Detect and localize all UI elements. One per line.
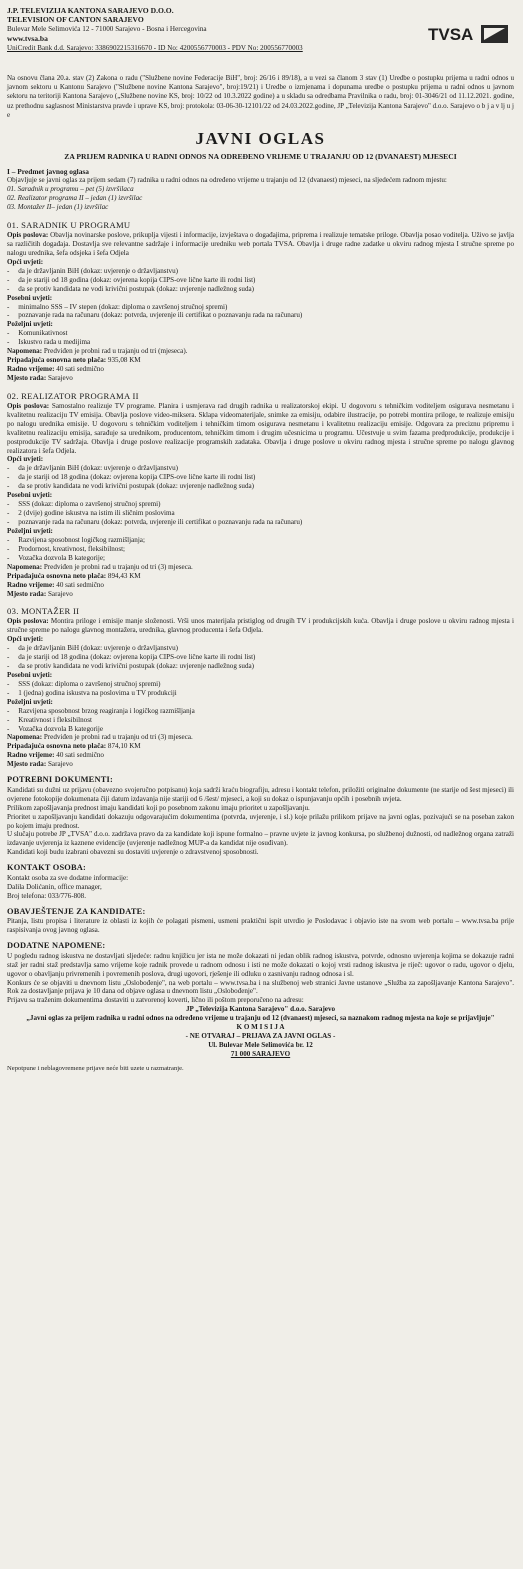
position-list-item: 03. Montažer II– jedan (1) izvršilac [7, 203, 109, 212]
notes-paragraph: Konkurs će se objaviti u dnevnom listu „Oslobođenje", na web portalu – www.tvsa.ba i na službenoj web stranici Javne ustanove „Služba za zapošljavanje Kantona Sarajevo". Rok za dostavljanje prijava je 10 dana od objave oglasa u dnevnom listu „Oslobođenje". [7, 978, 514, 996]
company-name-en: TELEVISION OF CANTON SARAJEVO [7, 15, 144, 25]
requirement-item: - da se protiv kandidata ne vodi krivični postupak (dokaz: uvjerenje nadležnog suda) [7, 662, 514, 671]
salary: Pripadajuća osnovna neto plača: 874,10 KM [7, 742, 141, 751]
notice-heading: OBAVJEŠTENJE ZA KANDIDATE: [7, 906, 146, 916]
requirement-item: - SSS (dokaz: diploma o završenoj stručnoj spremi) [7, 500, 514, 509]
do-not-open: - NE OTVARAJ – PRIJAVA ZA JAVNI OGLAS - [185, 1032, 336, 1041]
salary: Pripadajuća osnovna neto plača: 935,08 KM [7, 356, 141, 365]
position-section [7, 391, 514, 598]
documents-paragraph: Prilikom zapošljavanja prednost imaju kandidati koji po posebnom zakonu imaju prioritet u zapošljavanju. [7, 803, 310, 812]
subject-section [7, 167, 514, 212]
bank-details: UniCredit Bank d.d. Sarajevo: 3386902215316670 - ID No: 4200556770003 - PDV No: 200556770003 [7, 44, 303, 53]
requirement-item: - da je stariji od 18 godina (dokaz: ovjerena kopija CIPS-ove lične karte ili rodni list) [7, 653, 514, 662]
requirement-item: - 2 (dvije) godine iskustva na istim ili sličnim poslovima [7, 509, 514, 518]
requirement-item: - da se protiv kandidata ne vodi krivični postupak (dokaz: uvjerenje nadležnog suda) [7, 482, 514, 491]
working-hours: Radno vrijeme: 40 sati sedmično [7, 751, 104, 760]
work-location: Mjesto rada: Sarajevo [7, 374, 73, 383]
requirement-item: - Razvijena sposobnost logičkog razmišljanja; [7, 536, 514, 545]
requirement-item: - da je državljanin BiH (dokaz: uvjerenje o državljanstvu) [7, 267, 514, 276]
tvsa-logo [426, 22, 510, 46]
position-heading: 01. SARADNIK U PROGRAMU [7, 220, 131, 231]
contact-line: Dalila Dolićanin, office manager, [7, 882, 102, 891]
ad-title: JAVNI OGLAS [195, 129, 326, 149]
notes-paragraph: U pogledu radnog iskustva ne dostavljati sljedeće: radnu knjižicu jer ista ne može dokazati ni jedan oblik radnog iskustva, potvrde, odnosno uvjerenja kojima se dokazuje radni staž jer radni staž predstavlja samo vrijeme koje radnik provede u radnom odnosu i isti ne može dokazati o kojoj vrsti radnog iskustva je riječ: ugovor o radu, ugovor o djelu, ugovor o obavljanju privremenih i povremenih poslova, drugi ugovori, rješenje ili odluku o zasnivanju radnog odnosa i sl. [7, 951, 514, 978]
requirement-item: - Razvijena sposobnost brzog reagiranja i logičkog razmišljanja [7, 707, 514, 716]
general-requirements-label: Opći uvjeti: [7, 635, 44, 644]
working-hours: Radno vrijeme: 40 sati sedmično [7, 365, 104, 374]
requirement-item: - SSS (dokaz: diploma o završenoj stručnoj spremi) [7, 680, 514, 689]
probation-note: Napomena: Predviđen je probni rad u trajanju od tri (3) mjeseca. [7, 733, 193, 742]
requirement-item: - minimalno SSS – IV stepen (dokaz: diploma o završenoj stručnoj spremi) [7, 303, 514, 312]
job-description: Opis poslova: Samostalno realizuje TV programe. Planira i usmjerava rad drugih radnika u realizatorskoj ekipi. U dogovoru s tehničkim voditeljem osigurava nesmetanu i kvalitetnu realizaciju TV emisija. Obavlja poslove video-miksera. Sklapa videomaterijale, snimke za emisiju, odabire ilustracije, po potrebi montira priloge, te realizuje emisiju po nalogu urednika emisije. U dogovoru s tehničkim voditeljem i tehničkim timom osigurava nesmetanu i kvalitetnu realizaciju emisije. Odgovara za preciznu pripremu i kvalitetnu realizaciju emisija, sarađuje sa urednikom, producentom, tehničkim timom i drugim učesnicima u programu. Učestvuje u svim fazama predprodukcije, produkcije i postprodukcije TV sadržaja. Obavlja i druge poslove realizacije programskih zadataka. Obavlja i druge poslove u okviru radnog mjesta i stručne spreme po nalogu glavnog realizatora i šefa Odjela. [7, 401, 514, 455]
requirement-item: - da je državljanin BiH (dokaz: uvjerenje o državljanstvu) [7, 464, 514, 473]
requirement-item: - 1 (jedna) godina iskustva na poslovima u TV produkciji [7, 689, 514, 698]
envelope-label: „Javni oglas za prijem radnika u radni odnos na određeno vrijeme u trajanju od 12 (dvanaest) mjeseci, sa naznakom radnog mjesta na koje se prijavljuje" [26, 1014, 495, 1023]
contact-phone: Broj telefona: 033/776-808. [7, 891, 87, 900]
requirement-item: - da je stariji od 18 godina (dokaz: ovjerena kopija CIPS-ove lične karte ili rodni list) [7, 276, 514, 285]
incomplete-applications-note: Nepotpune i neblagovremene prijave neće biti uzete u razmatranje. [7, 1064, 184, 1072]
documents-paragraph: Kandidati su dužni uz prijavu (obavezno svojeručno potpisanu) koja sadrži kraću biografiju, adresu i kontakt telefon, priložiti originalne dokumente (ne starije od šest mjeseci) ili ovjerene fotokopije dokumenata čiji datum izdavanja nije stariji od 6 /šest/ mjeseci, a koji su dokaz o ispunjavanju općih i posebnih uvjeta. [7, 785, 514, 803]
notes-paragraph: Prijavu sa traženim dokumentima dostaviti u zatvorenoj koverti, lično ili poštom preporučeno na adresu: [7, 996, 304, 1005]
address-street: Ul. Bulevar Mele Selimovića br. 12 [208, 1041, 313, 1050]
working-hours: Radno vrijeme: 40 sati sedmično [7, 580, 104, 589]
position-list-item: 02. Realizator programa II – jedan (1) izvršilac [7, 194, 143, 203]
notice-text: Pitanja, listu propisa i literature iz oblasti iz kojih će polagati pismeni, usmeni praktični ispit utvrdio je Poslodavac i objavio iste na svom web portalu – www.tvsa.ba prije raspisivanja ovog javnog oglasa. [7, 917, 514, 935]
committee: K O M I S I J A [236, 1023, 285, 1032]
subject-text: Objavljuje se javni oglas za prijem sedam (7) radnika u radni odnos na određeno vrijeme u trajanju od 12 (dvanaest) mjeseci, na sljedećem radnom mjestu: [7, 176, 447, 185]
work-location: Mjesto rada: Sarajevo [7, 760, 73, 769]
subject-heading: I – Predmet javnog oglasa [7, 167, 89, 177]
requirement-item: - Komunikativnost [7, 329, 514, 338]
requirement-item: - Kreativnost i fleksibilnost [7, 716, 514, 725]
requirement-item: - Prodornost, kreativnost, fleksibilnost; [7, 545, 514, 554]
notice-section [7, 907, 514, 935]
contact-heading: KONTAKT OSOBA: [7, 863, 87, 873]
documents-section [7, 775, 514, 857]
address-company: JP „Televizija Kantona Sarajevo" d.o.o. Sarajevo [185, 1005, 336, 1014]
position-heading: 02. REALIZATOR PROGRAMA II [7, 390, 139, 401]
ad-subtitle: ZA PRIJEM RADNIKA U RADNI ODNOS NA ODREĐENO VRIJEME U TRAJANJU OD 12 (DVANAEST) MJESECI [64, 151, 457, 161]
probation-note: Napomena: Predviđen je probni rad u trajanju od tri (mjeseca). [7, 347, 188, 356]
special-requirements-label: Posebni uvjeti: [7, 293, 53, 302]
position-section [7, 606, 514, 769]
documents-paragraph: Kandidati koji budu izabrani obavezni su dostaviti uvjerenje o zdravstvenoj sposobnosti. [7, 848, 259, 857]
address-city: 71 000 SARAJEVO [230, 1050, 291, 1059]
probation-note: Napomena: Predviđen je probni rad u trajanju od tri (3) mjeseca. [7, 562, 193, 571]
legal-basis-paragraph: Na osnovu člana 20.a. stav (2) Zakona o radu ("Službene novine Federacije BiH", broj: 26/16 i 89/18), a u vezi sa članom 3 stav (1) Uredbe o postupku prijema u radni odnos u javnom sektoru u Kantonu Sarajevo ("Službene novine Kantona Sarajevo", broj:19/21) i Uredbe o izmjenama i dopunama uredbe o postupku prijema u radni odnos u javnom sektoru na teritoriji Kantona Sarajevo („Službene novine KS, broj: 10/22 od 10.3.2022 godine) a u skladu sa odredbama Pravilnika o radu, broj: 01-3046/21 od 11.12.2021. godine, uz prethodnu saglasnost Ministarstva pravde i uprave KS, broj: protokola: 03-06-30-12101/22 od 24.03.2022.godine, JP „Televizija Kantona Sarajevo" d.o.o. Sarajevo o b j a v lj u j e [7, 74, 514, 119]
requirement-item: - Vozačka dozvola B kategorije; [7, 554, 514, 563]
desirable-requirements-label: Poželjni uvjeti: [7, 526, 53, 535]
requirement-item: - poznavanje rada na računaru (dokaz: potvrda, uvjerenje ili certifikat o poznavanju rada na računaru) [7, 518, 514, 527]
desirable-requirements-label: Poželjni uvjeti: [7, 320, 53, 329]
position-heading: 03. MONTAŽER II [7, 606, 80, 617]
position-list-item: 01. Saradnik u programu – pet (5) izvršilaca [7, 185, 134, 194]
contact-section [7, 863, 514, 900]
requirement-item: - Iskustvo rada u medijima [7, 338, 514, 347]
mailing-address-block [7, 1005, 514, 1059]
special-requirements-label: Posebni uvjeti: [7, 670, 53, 679]
special-requirements-label: Posebni uvjeti: [7, 491, 53, 500]
documents-paragraph: U slučaju potrebe JP „TVSA" d.o.o. zadržava pravo da za kandidate koji ispune formalno – pravne uvjete iz javnog konkursa, po službenoj dužnosti, od nadležnog organa zatraži izdavanje uvjerenja iz kaznene evidencije (uvjerenje nadležnog MUP-a da kandidat nije osuđivan). [7, 830, 514, 848]
job-description: Opis poslova: Montira priloge i emisije manje složenosti. Vrši unos materijala pristiglog od drugih TV i produkcijskih kuća. Obavlja i druge poslove u okviru radnog mjesta i stručne spreme po nalogu glavnog montažera, urednika, glavnog producenta i šefa Odjela. [7, 617, 515, 635]
logo-text: TVSA [428, 25, 474, 44]
contact-line: Kontakt osoba za sve dodatne informacije: [7, 873, 129, 882]
additional-notes-section [7, 941, 514, 1005]
requirement-item: - da je državljanin BiH (dokaz: uvjerenje o državljanstvu) [7, 644, 514, 653]
general-requirements-label: Opći uvjeti: [7, 455, 44, 464]
position-section [7, 220, 514, 383]
requirement-item: - da se protiv kandidata ne vodi krivični postupak (dokaz: uvjerenje nadležnog suda) [7, 285, 514, 294]
general-requirements-label: Opći uvjeti: [7, 257, 44, 266]
requirement-item: - da je stariji od 18 godina (dokaz: ovjerena kopija CIPS-ove lične karte ili rodni list) [7, 473, 514, 482]
documents-paragraph: Prioritet u zapošljavanju kandidati dokazuju odgovarajućim dokumentima (potvrda, uvjerenje, i sl.) koje prilažu prilikom prijave na javni oglas, pozivajući se na poseban zakon po kojem imaju prednost. [7, 812, 514, 830]
additional-notes-heading: DODATNE NAPOMENE: [7, 941, 106, 951]
work-location: Mjesto rada: Sarajevo [7, 589, 73, 598]
requirement-item: - Vozačka dozvola B kategorije [7, 725, 514, 734]
documents-heading: POTREBNI DOKUMENTI: [7, 775, 113, 785]
salary: Pripadajuća osnovna neto plača: 894,43 KM [7, 571, 141, 580]
company-website: www.tvsa.ba [7, 33, 48, 43]
company-name: J.P. TELEVIZIJA KANTONA SARAJEVO D.O.O. [7, 6, 174, 15]
requirement-item: - poznavanje rada na računaru (dokaz: potvrda, uvjerenje ili certifikat o poznavanju rada na računaru) [7, 311, 514, 320]
job-description: Opis poslova: Obavlja novinarske poslove, prikuplja vijesti i informacije, izvještava o događajima, priprema i realizuje tematske priloge. Obavlja posao voditelja. Uživo se javlja sa različitih događaja. Dostavlja sve relevantne sadržaje i informacije uredniku web portala TVSA. Obavlja i druge radne zadatke u okviru radnog mjesta I stručne spreme po nalogu urednika, šefa odsjeka i šefa Odjela [7, 231, 514, 257]
company-address: Bulevar Mele Selimovića 12 - 71000 Sarajevo - Bosna i Hercegovina [7, 24, 207, 33]
desirable-requirements-label: Poželjni uvjeti: [7, 697, 53, 706]
letterhead [7, 6, 514, 68]
